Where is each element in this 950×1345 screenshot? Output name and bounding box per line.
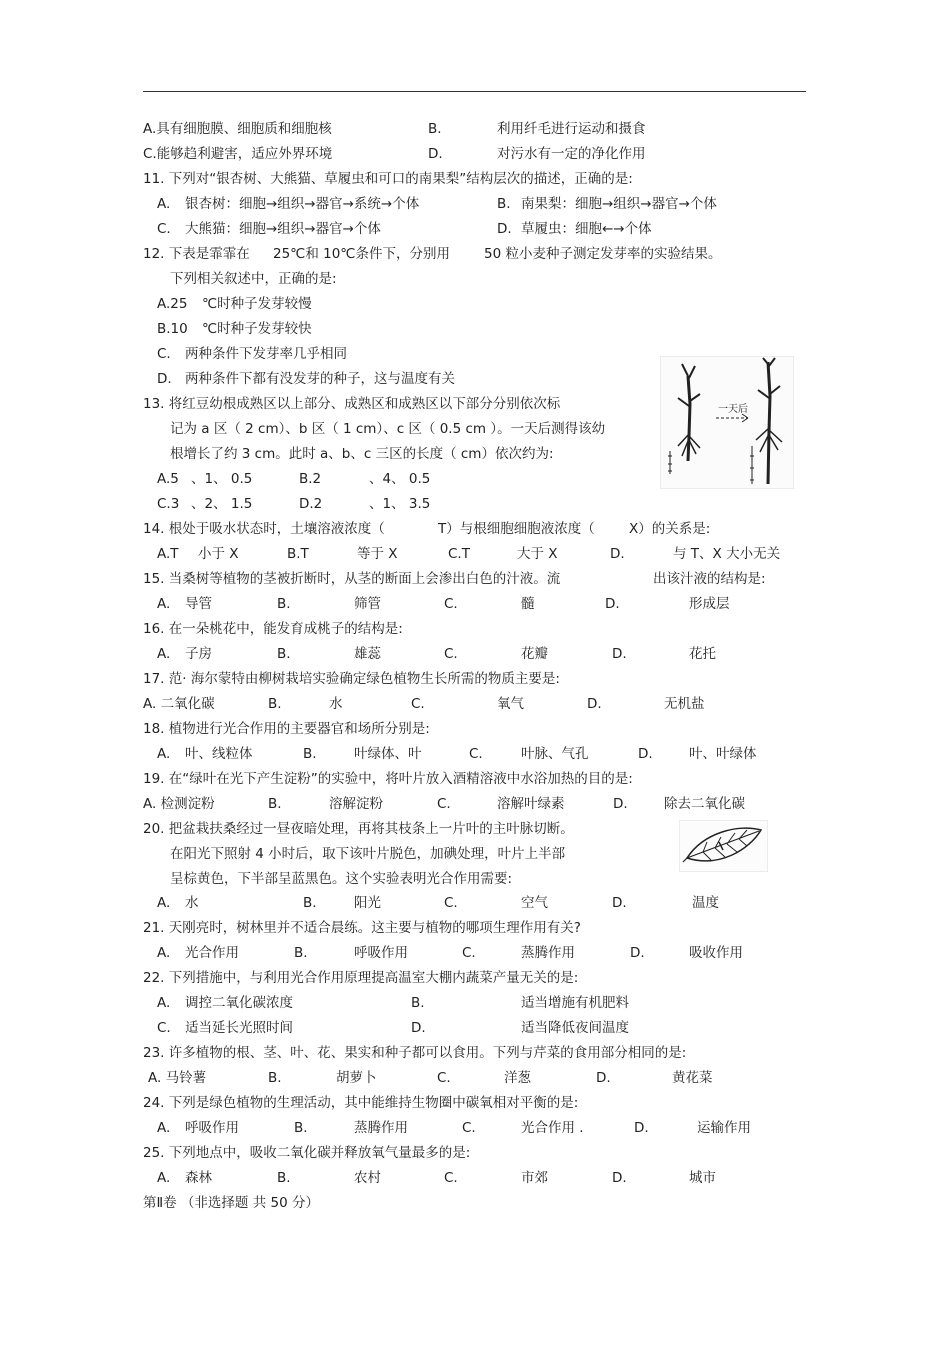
text-line-23-seg-3: C.: [411, 696, 425, 712]
text-line-25-seg-5: 叶脉、气孔: [521, 746, 589, 762]
text-line-32-seg-0: 21. 天刚亮时，树林里并不适合晨练。这主要与植物的哪项生理作用有关?: [143, 920, 581, 936]
text-line-9-seg-0: C.: [157, 346, 171, 362]
text-line-21-seg-7: 花托: [689, 646, 716, 662]
text-line-31-seg-2: B.: [303, 895, 317, 911]
text-line-16-seg-0: 14. 根处于吸水状态时，土壤溶液浓度（: [143, 521, 385, 537]
text-line-0-seg-1: B.: [428, 121, 442, 137]
text-line-38-seg-4: 洋葱: [504, 1070, 531, 1086]
text-line-20-seg-0: 16. 在一朵桃花中，能发育成桃子的结构是:: [143, 621, 403, 637]
text-line-15-seg-2: D.2: [299, 496, 323, 512]
text-line-17-seg-1: 小于 X: [198, 546, 239, 562]
text-line-27-seg-1: B.: [268, 796, 282, 812]
text-line-25-seg-4: C.: [469, 746, 483, 762]
text-line-19-seg-5: 髓: [521, 596, 535, 612]
text-line-40-seg-6: D.: [634, 1120, 649, 1136]
text-line-30-seg-0: 呈棕黄色，下半部呈蓝黑色。这个实验表明光合作用需要:: [170, 871, 513, 887]
text-line-13-seg-0: 根增长了约 3 cm。此时 a、b、c 三区的长度（ cm）依次约为:: [170, 446, 554, 462]
text-line-41-seg-0: 25. 下列地点中，吸收二氧化碳并释放氧气量最多的是:: [143, 1145, 471, 1161]
text-line-31-seg-1: 水: [185, 895, 199, 911]
text-line-16-seg-1: T）与根细胞细胞液浓度（: [438, 521, 595, 537]
text-line-15-seg-3: 、1、 3.5: [369, 496, 431, 512]
text-line-25-seg-7: 叶、叶绿体: [689, 746, 757, 762]
text-line-39-seg-0: 24. 下列是绿色植物的生理活动，其中能维持生物圈中碳氧相对平衡的是:: [143, 1095, 579, 1111]
text-line-40-seg-2: B.: [294, 1120, 308, 1136]
text-line-33-seg-3: 呼吸作用: [354, 945, 408, 961]
text-line-33-seg-5: 蒸腾作用: [521, 945, 575, 961]
text-line-18-seg-0: 15. 当桑树等植物的茎被折断时，从茎的断面上会渗出白色的汁液。流: [143, 571, 561, 587]
text-line-16-seg-2: X）的关系是:: [629, 521, 711, 537]
text-line-40-seg-0: A.: [157, 1120, 171, 1136]
text-line-33-seg-2: B.: [294, 945, 308, 961]
text-line-29-seg-0: 在阳光下照射 4 小时后，取下该叶片脱色，加碘处理，叶片上半部: [170, 846, 566, 862]
text-line-25-seg-1: 叶、线粒体: [185, 746, 253, 762]
arrow-label: 一天后: [718, 404, 748, 415]
text-line-12-seg-0: 记为 a 区（ 2 cm）、b 区（ 1 cm）、c 区（ 0.5 cm ）。一天后测得该幼: [170, 421, 606, 437]
text-line-14-seg-3: 、4、 0.5: [369, 471, 431, 487]
text-line-34-seg-3: 适当增施有机肥料: [521, 995, 629, 1011]
text-line-3-seg-0: A.: [157, 196, 171, 212]
text-line-14-seg-2: B.2: [299, 471, 322, 487]
text-line-21-seg-4: C.: [444, 646, 458, 662]
text-line-7-seg-1: ℃时种子发芽较慢: [202, 296, 312, 312]
text-line-38-seg-1: B.: [268, 1070, 282, 1086]
text-line-0-seg-2: 利用纤毛进行运动和摄食: [497, 121, 646, 137]
text-line-23-seg-1: B.: [268, 696, 282, 712]
text-line-38-seg-3: C.: [437, 1070, 451, 1086]
text-line-11-seg-0: 13. 将红豆幼根成熟区以上部分、成熟区和成熟区以下部分分别依次标: [143, 396, 561, 412]
text-line-17-seg-7: 与 T、X 大小无关: [673, 546, 781, 562]
text-line-35-seg-0: 22. 下列措施中，与利用光合作用原理提高温室大棚内蔬菜产量无关的是:: [143, 970, 579, 986]
text-line-27-seg-5: D.: [613, 796, 628, 812]
text-line-42-seg-0: A.: [157, 1170, 171, 1186]
text-line-8-seg-1: ℃时种子发芽较快: [202, 321, 312, 337]
text-line-42-seg-3: 农村: [354, 1170, 381, 1186]
text-line-4-seg-1: 大熊猫：细胞→组织→器官→个体: [185, 221, 381, 237]
text-line-19-seg-2: B.: [277, 596, 291, 612]
text-line-42-seg-1: 森林: [185, 1170, 212, 1186]
text-line-17-seg-4: C.T: [448, 546, 470, 562]
text-line-27-seg-4: 溶解叶绿素: [497, 796, 565, 812]
text-line-31-seg-0: A.: [157, 895, 171, 911]
text-line-40-seg-1: 呼吸作用: [185, 1120, 239, 1136]
text-line-10-seg-1: 两种条件下都有没发芽的种子，这与温度有关: [185, 371, 455, 387]
text-line-25-seg-2: B.: [303, 746, 317, 762]
text-line-38-seg-0: A. 马铃薯: [148, 1070, 207, 1086]
text-line-4-seg-0: C.: [157, 221, 171, 237]
text-line-40-seg-4: C.: [462, 1120, 476, 1136]
text-line-21-seg-2: B.: [277, 646, 291, 662]
text-line-34-seg-1: 调控二氧化碳浓度: [185, 995, 293, 1011]
text-line-42-seg-5: 市郊: [521, 1170, 548, 1186]
text-line-27-seg-0: A. 检测淀粉: [143, 796, 215, 812]
text-line-22-seg-0: 17. 范· 海尔蒙特由柳树栽培实验确定绿色植物生长所需的物质主要是:: [143, 671, 560, 687]
text-line-15-seg-0: C.3: [157, 496, 180, 512]
text-line-9-seg-1: 两种条件下发芽率几乎相同: [185, 346, 347, 362]
text-line-40-seg-3: 蒸腾作用: [354, 1120, 408, 1136]
text-line-26-seg-0: 19. 在“绿叶在光下产生淀粉”的实验中，将叶片放入酒精溶液中水浴加热的目的是:: [143, 771, 633, 787]
text-line-4-seg-3: 草履虫：细胞←→个体: [521, 221, 652, 237]
text-line-40-seg-5: 光合作用 .: [521, 1120, 584, 1136]
text-line-17-seg-2: B.T: [287, 546, 309, 562]
text-line-33-seg-1: 光合作用: [185, 945, 239, 961]
text-line-36-seg-2: D.: [411, 1020, 426, 1036]
text-line-17-seg-5: 大于 X: [517, 546, 558, 562]
text-line-5-seg-2: 50 粒小麦种子测定发芽率的实验结果。: [484, 246, 722, 262]
text-line-21-seg-1: 子房: [185, 646, 212, 662]
text-line-14-seg-1: 、1、 0.5: [191, 471, 253, 487]
text-line-40-seg-7: 运输作用: [697, 1120, 751, 1136]
text-line-23-seg-2: 水: [329, 696, 343, 712]
text-line-42-seg-6: D.: [612, 1170, 627, 1186]
text-line-5-seg-1: 25℃和 10℃条件下，分别用: [273, 246, 450, 262]
text-line-23-seg-6: 无机盐: [664, 696, 705, 712]
text-line-3-seg-2: B.: [497, 196, 511, 212]
text-line-14-seg-0: A.5: [157, 471, 179, 487]
text-line-1-seg-1: D.: [428, 146, 443, 162]
text-line-33-seg-0: A.: [157, 945, 171, 961]
text-line-19-seg-6: D.: [605, 596, 620, 612]
text-line-33-seg-6: D.: [630, 945, 645, 961]
text-line-24-seg-0: 18. 植物进行光合作用的主要器官和场所分别是:: [143, 721, 430, 737]
text-line-21-seg-0: A.: [157, 646, 171, 662]
text-line-42-seg-4: C.: [444, 1170, 458, 1186]
text-line-27-seg-6: 除去二氧化碳: [664, 796, 745, 812]
text-line-21-seg-3: 雄蕊: [354, 646, 381, 662]
text-line-37-seg-0: 23. 许多植物的根、茎、叶、花、果实和种子都可以食用。下列与芹菜的食用部分相同的是:: [143, 1045, 687, 1061]
text-line-36-seg-1: 适当延长光照时间: [185, 1020, 293, 1036]
text-line-23-seg-4: 氧气: [497, 696, 524, 712]
text-line-31-seg-7: 温度: [692, 895, 719, 911]
text-line-5-seg-0: 12. 下表是霏霏在: [143, 246, 250, 262]
text-line-36-seg-3: 适当降低夜间温度: [521, 1020, 629, 1036]
text-line-19-seg-1: 导管: [185, 596, 212, 612]
text-line-23-seg-5: D.: [587, 696, 602, 712]
text-line-27-seg-2: 溶解淀粉: [329, 796, 383, 812]
text-line-19-seg-0: A.: [157, 596, 171, 612]
header-rule: [143, 91, 806, 92]
text-line-23-seg-0: A. 二氧化碳: [143, 696, 215, 712]
text-line-6-seg-0: 下列相关叙述中，正确的是:: [170, 271, 337, 287]
text-line-1-seg-0: C.能够趋利避害，适应外界环境: [143, 146, 333, 162]
text-line-34-seg-2: B.: [411, 995, 425, 1011]
text-line-15-seg-1: 、2、 1.5: [191, 496, 253, 512]
text-line-10-seg-0: D.: [157, 371, 172, 387]
leaf-figure: [679, 820, 768, 872]
text-line-25-seg-6: D.: [638, 746, 653, 762]
text-line-21-seg-5: 花瓣: [521, 646, 548, 662]
text-line-27-seg-3: C.: [437, 796, 451, 812]
text-line-18-seg-1: 出该汁液的结构是:: [653, 571, 766, 587]
text-line-43-seg-0: 第Ⅱ卷 （非选择题 共 50 分）: [143, 1195, 319, 1211]
text-line-31-seg-3: 阳光: [354, 895, 381, 911]
text-line-25-seg-3: 叶绿体、叶: [354, 746, 422, 762]
text-line-19-seg-3: 筛管: [354, 596, 381, 612]
text-line-17-seg-6: D.: [610, 546, 625, 562]
text-line-3-seg-1: 银杏树：细胞→组织→器官→系统→个体: [185, 196, 420, 212]
text-line-21-seg-6: D.: [612, 646, 627, 662]
text-line-25-seg-0: A.: [157, 746, 171, 762]
text-line-17-seg-0: A.T: [157, 546, 179, 562]
text-line-19-seg-7: 形成层: [689, 596, 730, 612]
text-line-31-seg-5: 空气: [521, 895, 548, 911]
text-line-33-seg-4: C.: [462, 945, 476, 961]
text-line-0-seg-0: A.具有细胞膜、细胞质和细胞核: [143, 121, 332, 137]
text-line-33-seg-7: 吸收作用: [689, 945, 743, 961]
text-line-31-seg-6: D.: [612, 895, 627, 911]
text-line-7-seg-0: A.25: [157, 296, 188, 312]
root-growth-figure: [660, 356, 794, 489]
text-line-42-seg-7: 城市: [689, 1170, 716, 1186]
text-line-42-seg-2: B.: [277, 1170, 291, 1186]
text-line-31-seg-4: C.: [444, 895, 458, 911]
text-line-8-seg-0: B.10: [157, 321, 188, 337]
text-line-38-seg-6: 黄花菜: [672, 1070, 713, 1086]
text-line-19-seg-4: C.: [444, 596, 458, 612]
text-line-38-seg-2: 胡萝卜: [336, 1070, 377, 1086]
text-line-2-seg-0: 11. 下列对“银杏树、大熊猫、草履虫和可口的南果梨”结构层次的描述，正确的是:: [143, 171, 633, 187]
text-line-28-seg-0: 20. 把盆栽扶桑经过一昼夜暗处理，再将其枝条上一片叶的主叶脉切断。: [143, 821, 574, 837]
text-line-34-seg-0: A.: [157, 995, 171, 1011]
text-line-4-seg-2: D.: [497, 221, 512, 237]
text-line-17-seg-3: 等于 X: [357, 546, 398, 562]
text-line-1-seg-2: 对污水有一定的净化作用: [497, 146, 646, 162]
text-line-36-seg-0: C.: [157, 1020, 171, 1036]
text-line-38-seg-5: D.: [596, 1070, 611, 1086]
text-line-3-seg-3: 南果梨：细胞→组织→器官→个体: [521, 196, 717, 212]
